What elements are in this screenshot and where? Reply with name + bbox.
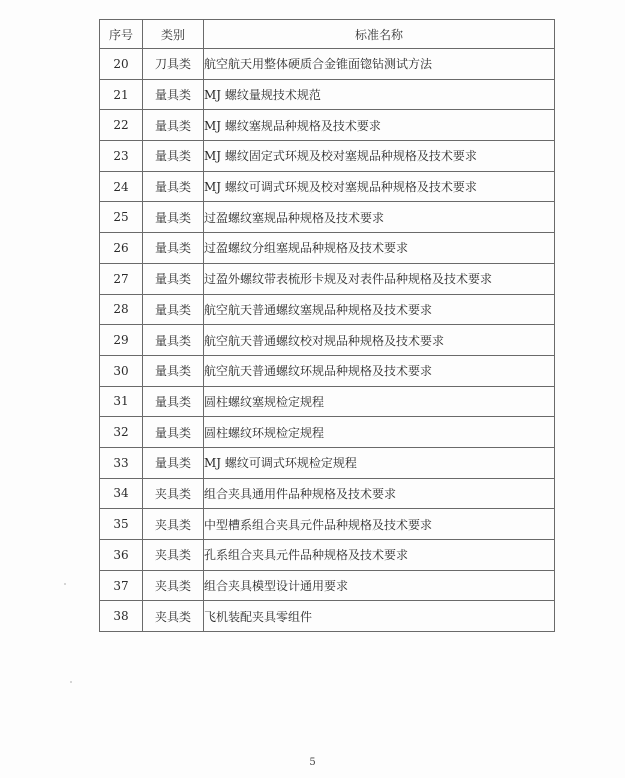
table-header-row	[100, 20, 555, 49]
row-standard-name: 圆柱螺纹环规检定规程	[204, 417, 555, 448]
header-standard-name: 标准名称	[204, 20, 555, 49]
row-category: 量具类	[143, 171, 204, 202]
row-serial-number: 20	[100, 49, 143, 80]
table-row	[100, 447, 555, 478]
standards-table	[99, 19, 555, 632]
table-row	[100, 478, 555, 509]
row-serial-number: 21	[100, 79, 143, 110]
table-row	[100, 294, 555, 325]
row-standard-name: 飞机装配夹具零组件	[204, 601, 555, 632]
row-standard-name: 过盈外螺纹带表梳形卡规及对表件品种规格及技术要求	[204, 263, 555, 294]
table-row	[100, 540, 555, 571]
row-standard-name: 过盈螺纹分组塞规品种规格及技术要求	[204, 233, 555, 264]
row-category: 量具类	[143, 417, 204, 448]
table-row	[100, 355, 555, 386]
table-row	[100, 263, 555, 294]
header-category: 类别	[143, 20, 204, 49]
row-serial-number: 23	[100, 141, 143, 172]
row-category: 量具类	[143, 447, 204, 478]
row-serial-number: 29	[100, 325, 143, 356]
row-serial-number: 24	[100, 171, 143, 202]
row-category: 夹具类	[143, 601, 204, 632]
row-category: 夹具类	[143, 570, 204, 601]
table-row	[100, 325, 555, 356]
row-category: 夹具类	[143, 540, 204, 571]
row-category: 量具类	[143, 386, 204, 417]
row-serial-number: 36	[100, 540, 143, 571]
row-standard-name: 航空航天普通螺纹校对规品种规格及技术要求	[204, 325, 555, 356]
row-standard-name: 航空航天普通螺纹塞规品种规格及技术要求	[204, 294, 555, 325]
table-row	[100, 202, 555, 233]
row-serial-number: 37	[100, 570, 143, 601]
row-category: 量具类	[143, 141, 204, 172]
table-row	[100, 386, 555, 417]
row-serial-number: 35	[100, 509, 143, 540]
row-standard-name: 组合夹具模型设计通用要求	[204, 570, 555, 601]
row-standard-name: MJ 螺纹可调式环规检定规程	[204, 447, 555, 478]
row-standard-name: 航空航天普通螺纹环规品种规格及技术要求	[204, 355, 555, 386]
row-category: 量具类	[143, 294, 204, 325]
row-serial-number: 38	[100, 601, 143, 632]
row-serial-number: 33	[100, 447, 143, 478]
table-row	[100, 509, 555, 540]
row-category: 量具类	[143, 233, 204, 264]
row-serial-number: 30	[100, 355, 143, 386]
row-standard-name: MJ 螺纹塞规品种规格及技术要求	[204, 110, 555, 141]
row-serial-number: 26	[100, 233, 143, 264]
table-row	[100, 141, 555, 172]
row-category: 夹具类	[143, 509, 204, 540]
row-serial-number: 22	[100, 110, 143, 141]
row-standard-name: MJ 螺纹固定式环规及校对塞规品种规格及技术要求	[204, 141, 555, 172]
scan-speck	[70, 681, 72, 683]
row-category: 量具类	[143, 263, 204, 294]
row-serial-number: 27	[100, 263, 143, 294]
row-serial-number: 25	[100, 202, 143, 233]
row-standard-name: 过盈螺纹塞规品种规格及技术要求	[204, 202, 555, 233]
table-row	[100, 79, 555, 110]
table-row	[100, 110, 555, 141]
row-serial-number: 34	[100, 478, 143, 509]
table-row	[100, 49, 555, 80]
row-category: 刀具类	[143, 49, 204, 80]
row-standard-name: 航空航天用整体硬质合金锥面锪钻测试方法	[204, 49, 555, 80]
table-row	[100, 233, 555, 264]
table-row	[100, 171, 555, 202]
row-serial-number: 31	[100, 386, 143, 417]
row-standard-name: 中型槽系组合夹具元件品种规格及技术要求	[204, 509, 555, 540]
row-standard-name: 圆柱螺纹塞规检定规程	[204, 386, 555, 417]
row-category: 夹具类	[143, 478, 204, 509]
row-standard-name: MJ 螺纹可调式环规及校对塞规品种规格及技术要求	[204, 171, 555, 202]
scan-speck	[64, 583, 66, 585]
row-standard-name: 组合夹具通用件品种规格及技术要求	[204, 478, 555, 509]
table-row	[100, 570, 555, 601]
row-standard-name: MJ 螺纹量规技术规范	[204, 79, 555, 110]
row-category: 量具类	[143, 79, 204, 110]
page-number: 5	[309, 757, 316, 768]
row-serial-number: 28	[100, 294, 143, 325]
row-standard-name: 孔系组合夹具元件品种规格及技术要求	[204, 540, 555, 571]
row-category: 量具类	[143, 355, 204, 386]
header-serial-number: 序号	[100, 20, 143, 49]
row-category: 量具类	[143, 110, 204, 141]
row-serial-number: 32	[100, 417, 143, 448]
row-category: 量具类	[143, 325, 204, 356]
table-row	[100, 601, 555, 632]
table-row	[100, 417, 555, 448]
row-category: 量具类	[143, 202, 204, 233]
